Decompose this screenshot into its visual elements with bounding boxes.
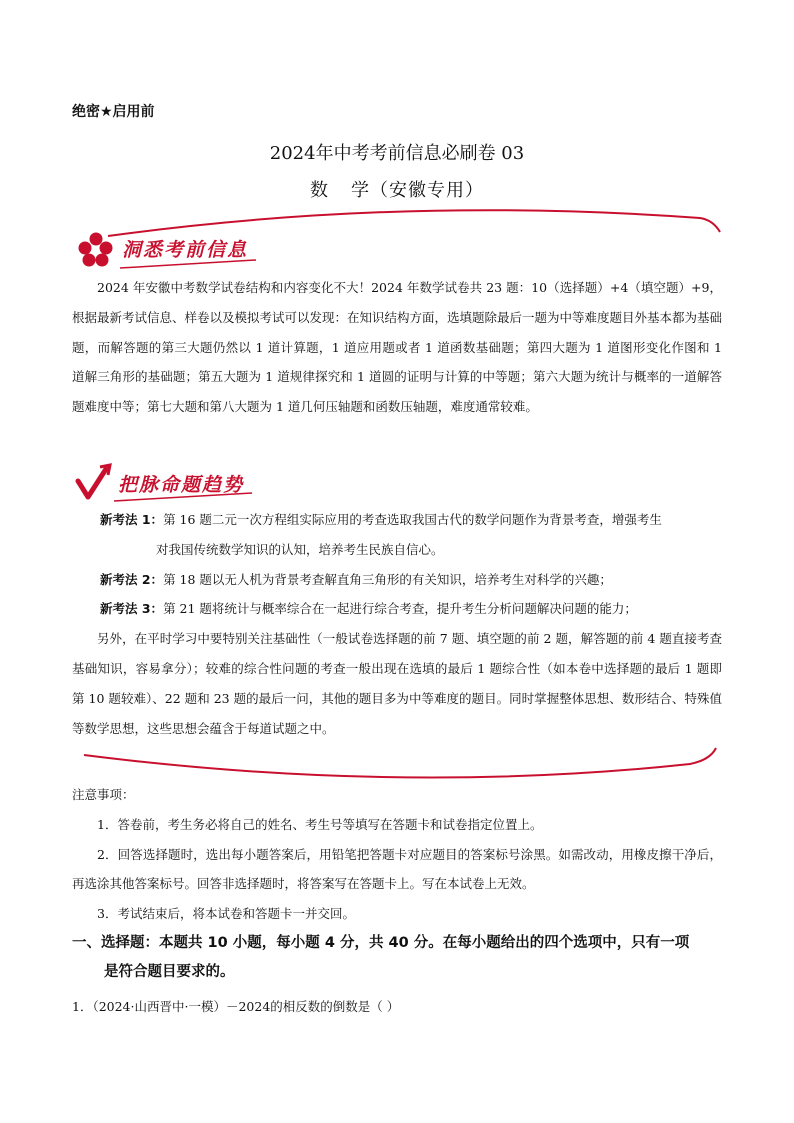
trend-item-1 (72, 505, 722, 535)
info-banner-text: 洞悉考前信息 (122, 239, 249, 261)
trend-text: 第 16 题二元一次方程组实际应用的考查选取我国古代的数学问题作为背景考查，增强考生 (163, 512, 662, 527)
trend-label: 新考法 3： (100, 601, 164, 617)
section-heading-choice (72, 929, 732, 987)
notes-heading: 注意事项： (72, 787, 135, 802)
secret-label: 绝密★启用前 (72, 104, 155, 120)
question-1: 1．（2024·山西晋中·一模）－2024的相反数的倒数是（ ） (72, 999, 400, 1014)
notes-block (72, 780, 722, 929)
trend-label: 新考法 2： (100, 571, 164, 587)
info-paragraph: 2024 年安徽中考数学试卷结构和内容变化不大！2024 年数学试卷共 23 题：10（选择题）+4（填空题）+9，根据最新考试信息、样卷以及模拟考试可以发现：在知识结构方面，选填题除最后一题为中等难度题目外基本都为基础题，而解答题的第三大题仍然以 1 道计算题，1 道应用题或者 1 道函数基础题；第四大题为 1 道图形变化作图和 1 道解三角形的基础题；第五大题为 1 道规律探究和 1 道圆的证明与计算的中等题；第六大题为统计与概率的一道解答题难度中等；第七大题和第八大题为 1 道几何压轴题和函数压轴题，难度通常较难。 (72, 280, 723, 415)
notes-item-1: 1．答卷前，考生务必将自己的姓名、考生号等填写在答题卡和试卷指定位置上。 (97, 816, 543, 832)
trend-list (72, 505, 722, 743)
notes-item-2: 2．回答选择题时，选出每小题答案后，用铅笔把答题卡对应题目的答案标号涂黑。如需改动，用橡皮擦干净后，再选涂其他答案标号。回答非选择题时，将答案写在答题卡上。写在本试卷上无效。 (72, 846, 722, 892)
section-heading-line2: 是符合题目要求的。 (104, 964, 235, 980)
subtitle-char1: 数 (310, 180, 329, 201)
trend-banner-text: 把脉命题趋势 (118, 474, 245, 496)
section-heading-line1: 一、选择题：本题共 10 小题，每小题 4 分，共 40 分。在每小题给出的四个选项中，只有一项 (72, 935, 690, 951)
info-banner (76, 230, 276, 272)
paper-title: 2024年中考考前信息必刷卷 03 (269, 143, 525, 164)
trend-text: 第 18 题以无人机为背景考查解直角三角形的有关知识，培养考生对科学的兴趣； (163, 571, 612, 587)
trend-item-1-continuation: 对我国传统数学知识的认知，培养考生民族自信心。 (156, 541, 444, 557)
trend-label: 新考法 1： (100, 512, 164, 527)
trend-text: 第 21 题将统计与概率综合在一起进行综合考查，提升考生分析问题解决问题的能力； (163, 601, 637, 617)
notes-item-3: 3．考试结束后，将本试卷和答题卡一并交回。 (97, 906, 355, 922)
trend-banner (74, 463, 274, 505)
trend-extra-paragraph: 另外，在平时学习中要特别关注基础性（一般试卷选择题的前 7 题、填空题的前 2 题，解答题的前 4 题直接考查基础知识，容易拿分）；较难的综合性问题的考查一般出现在选填的最后 1 题综合性（如本卷中选择题的最后 1 题即第 10 题较难）、22 题和 23 题的最后一问，其他的题目多为中等难度的题目。同时掌握整体思想、数形结合、特殊值等数学思想，这些思想会蕴含于每道试题之中。 (72, 631, 722, 736)
trend-item-3 (72, 594, 722, 624)
subtitle-rest: 学（安徽专用） (351, 180, 484, 201)
trend-item-2 (72, 565, 722, 595)
